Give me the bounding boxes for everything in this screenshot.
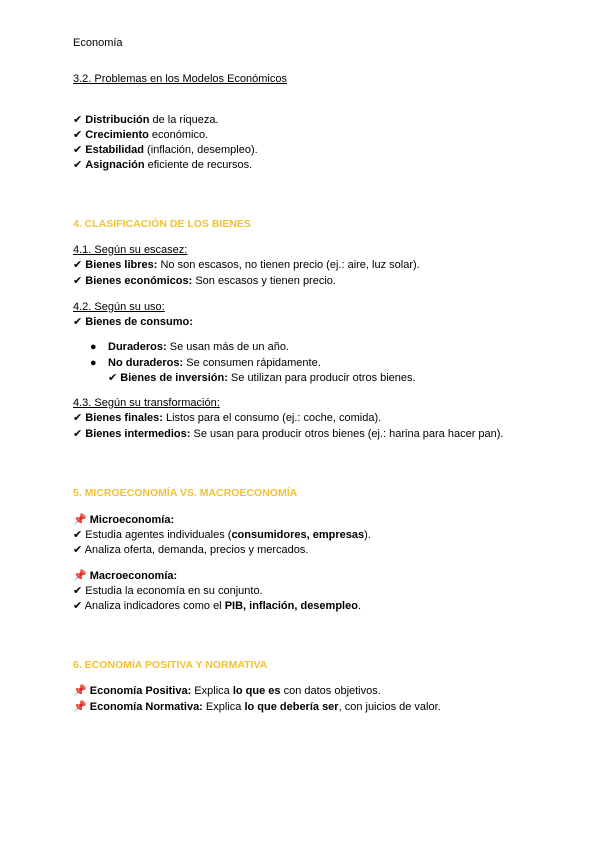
section-4-heading: 4. CLASIFICACIÓN DE LOS BIENES — [73, 218, 251, 230]
bullet-icon: ● — [90, 357, 97, 369]
item-term: Bienes finales: — [85, 412, 163, 424]
macroeconomia-title — [73, 569, 177, 583]
item-term: No duraderos: — [108, 357, 184, 369]
pushpin-icon: 📌 — [73, 514, 87, 526]
item-term: Bienes de inversión: — [120, 372, 228, 384]
item-term: PIB, inflación, desempleo — [224, 600, 358, 612]
list-item — [108, 356, 321, 370]
item-term: Microeconomía: — [89, 514, 175, 526]
item-term: Bienes intermedios: — [85, 428, 191, 440]
item-term: Bienes económicos: — [85, 275, 193, 287]
item-text: Explica — [202, 701, 245, 713]
check-icon: ✔ — [73, 144, 83, 156]
list-item — [73, 584, 263, 598]
section-6-heading: 6. ECONOMÍA POSITIVA Y NORMATIVA — [73, 659, 268, 671]
item-text: Son escasos y tienen precio. — [192, 275, 336, 287]
item-term: Bienes libres: — [85, 259, 158, 271]
bullet-icon: ● — [90, 341, 97, 353]
item-text: Se usan más de un año. — [166, 341, 289, 353]
list-item — [73, 128, 208, 142]
item-term: Distribución — [85, 114, 150, 126]
item-term: Bienes de consumo: — [85, 316, 193, 328]
item-text: , con juicios de valor. — [338, 701, 441, 713]
subsection-4-2-heading: 4.2. Según su uso: — [73, 301, 165, 313]
item-text: Estudia la economía en su conjunto. — [82, 585, 263, 597]
item-text: (inflación, desempleo). — [143, 144, 258, 156]
section-5-heading: 5. MICROECONOMÍA VS. MACROECONOMÍA — [73, 487, 298, 499]
item-text: ). — [364, 529, 371, 541]
subsection-4-1-heading: 4.1. Según su escasez: — [73, 244, 188, 256]
pushpin-icon: 📌 — [73, 701, 87, 713]
item-term: Estabilidad — [85, 144, 144, 156]
item-term: lo que es — [232, 685, 281, 697]
item-term: Asignación — [85, 159, 145, 171]
subsection-4-3-heading: 4.3. Según su transformación: — [73, 397, 220, 409]
check-icon: ✔ — [73, 412, 83, 424]
check-icon: ✔ — [73, 259, 83, 271]
item-text: Se usan para producir otros bienes (ej.: harina para hacer pan). — [190, 428, 504, 440]
list-item — [73, 143, 258, 157]
list-item — [73, 427, 504, 441]
item-term: Economía Normativa: — [89, 701, 203, 713]
check-icon: ✔ — [73, 129, 83, 141]
item-text: Explica — [191, 685, 233, 697]
item-text: de la riqueza. — [149, 114, 219, 126]
check-icon: ✔ — [73, 114, 83, 126]
check-icon: ✔ — [73, 600, 83, 612]
item-term: Economía Positiva: — [89, 685, 192, 697]
check-icon: ✔ — [108, 372, 118, 384]
check-icon: ✔ — [73, 529, 83, 541]
item-text: Se consumen rápidamente. — [183, 357, 321, 369]
item-term: consumidores, empresas — [231, 529, 365, 541]
item-term: Duraderos: — [108, 341, 167, 353]
list-item — [73, 315, 193, 329]
item-text: Analiza indicadores como el — [82, 600, 225, 612]
item-text: Estudia agentes individuales ( — [82, 529, 232, 541]
item-term: Macroeconomía: — [89, 570, 178, 582]
item-text: Listos para el consumo (ej.: coche, comida). — [162, 412, 382, 424]
item-text: Se utilizan para producir otros bienes. — [227, 372, 416, 384]
list-item — [73, 528, 371, 542]
item-text: económico. — [148, 129, 209, 141]
check-icon: ✔ — [73, 159, 83, 171]
check-icon: ✔ — [73, 544, 83, 556]
item-term: Crecimiento — [85, 129, 149, 141]
list-item — [73, 158, 252, 172]
item-text: . — [357, 600, 362, 612]
pushpin-icon: 📌 — [73, 685, 87, 697]
list-item — [73, 599, 361, 613]
check-icon: ✔ — [73, 316, 83, 328]
item-text: eficiente de recursos. — [144, 159, 253, 171]
microeconomia-title — [73, 513, 174, 527]
list-item — [73, 113, 219, 127]
document-title: Economía — [73, 37, 123, 49]
item-term: lo que debería ser — [244, 701, 339, 713]
section-3-2-heading: 3.2. Problemas en los Modelos Económicos — [73, 73, 287, 85]
list-item — [73, 684, 381, 698]
pushpin-icon: 📌 — [73, 570, 87, 582]
list-item — [73, 543, 308, 557]
list-item — [108, 371, 416, 385]
item-text: No son escasos, no tienen precio (ej.: aire, luz solar). — [157, 259, 420, 271]
list-item — [73, 700, 441, 714]
check-icon: ✔ — [73, 275, 83, 287]
list-item — [73, 411, 381, 425]
list-item — [108, 340, 289, 354]
item-text: Analiza oferta, demanda, precios y mercados. — [82, 544, 309, 556]
check-icon: ✔ — [73, 585, 83, 597]
list-item — [73, 274, 336, 288]
check-icon: ✔ — [73, 428, 83, 440]
item-text: con datos objetivos. — [280, 685, 381, 697]
list-item — [73, 258, 420, 272]
